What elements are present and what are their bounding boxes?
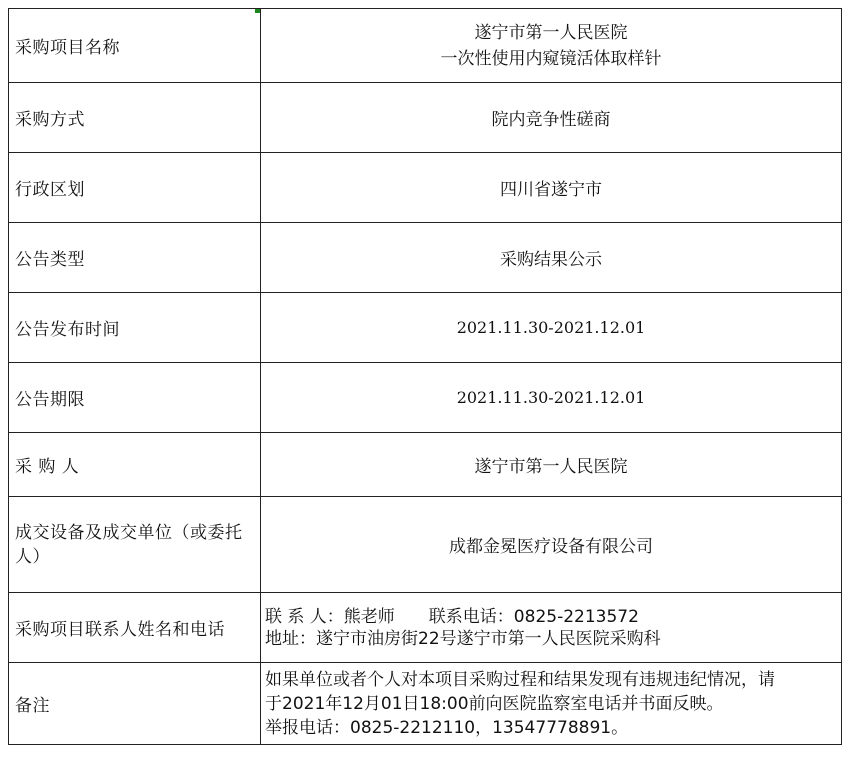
- label-publish-time: 公告发布时间: [9, 293, 261, 363]
- value-purchaser: 遂宁市第一人民医院: [261, 433, 842, 497]
- remarks-line-1: 如果单位或者个人对本项目采购过程和结果发现有违规违纪情况，请: [265, 669, 775, 690]
- table-row: [9, 363, 842, 433]
- value-project-name: [261, 9, 842, 83]
- value-contact: [261, 593, 842, 663]
- contact-person-line: 联 系 人：熊老师 联系电话：0825-2213572: [265, 606, 639, 627]
- value-notice-period: 2021.11.30-2021.12.01: [261, 363, 842, 433]
- table-row: [9, 153, 842, 223]
- table-row: [9, 433, 842, 497]
- label-project-name: 采购项目名称: [9, 9, 261, 83]
- table-row: [9, 663, 842, 745]
- value-remarks: [261, 663, 842, 745]
- table-row: [9, 497, 842, 593]
- label-remarks: 备注: [9, 663, 261, 745]
- project-hospital-line: 遂宁市第一人民医院: [474, 22, 628, 43]
- project-item-line: 一次性使用内窥镜活体取样针: [440, 48, 662, 69]
- remarks-line-3: 举报电话：0825-2212110，13547778891。: [265, 717, 629, 738]
- table-row: [9, 83, 842, 153]
- table-row: [9, 223, 842, 293]
- table-row: [9, 293, 842, 363]
- label-notice-period: 公告期限: [9, 363, 261, 433]
- remarks-line-2: 于2021年12月01日18:00前向医院监察室电话并书面反映。: [265, 693, 724, 714]
- value-publish-time: 2021.11.30-2021.12.01: [261, 293, 842, 363]
- table-row: [9, 593, 842, 663]
- label-purchaser: 采 购 人: [9, 433, 261, 497]
- label-contact: 采购项目联系人姓名和电话: [9, 593, 261, 663]
- value-procurement-method: 院内竞争性磋商: [261, 83, 842, 153]
- procurement-notice-table: [8, 8, 842, 745]
- value-winning-bidder: 成都金冕医疗设备有限公司: [261, 497, 842, 593]
- label-region: 行政区划: [9, 153, 261, 223]
- value-notice-type: 采购结果公示: [261, 223, 842, 293]
- label-procurement-method: 采购方式: [9, 83, 261, 153]
- label-notice-type: 公告类型: [9, 223, 261, 293]
- table-row: [9, 9, 842, 83]
- value-region: 四川省遂宁市: [261, 153, 842, 223]
- contact-address-line: 地址：遂宁市油房街22号遂宁市第一人民医院采购科: [265, 628, 661, 649]
- label-winning-bidder: 成交设备及成交单位（或委托人）: [9, 497, 261, 593]
